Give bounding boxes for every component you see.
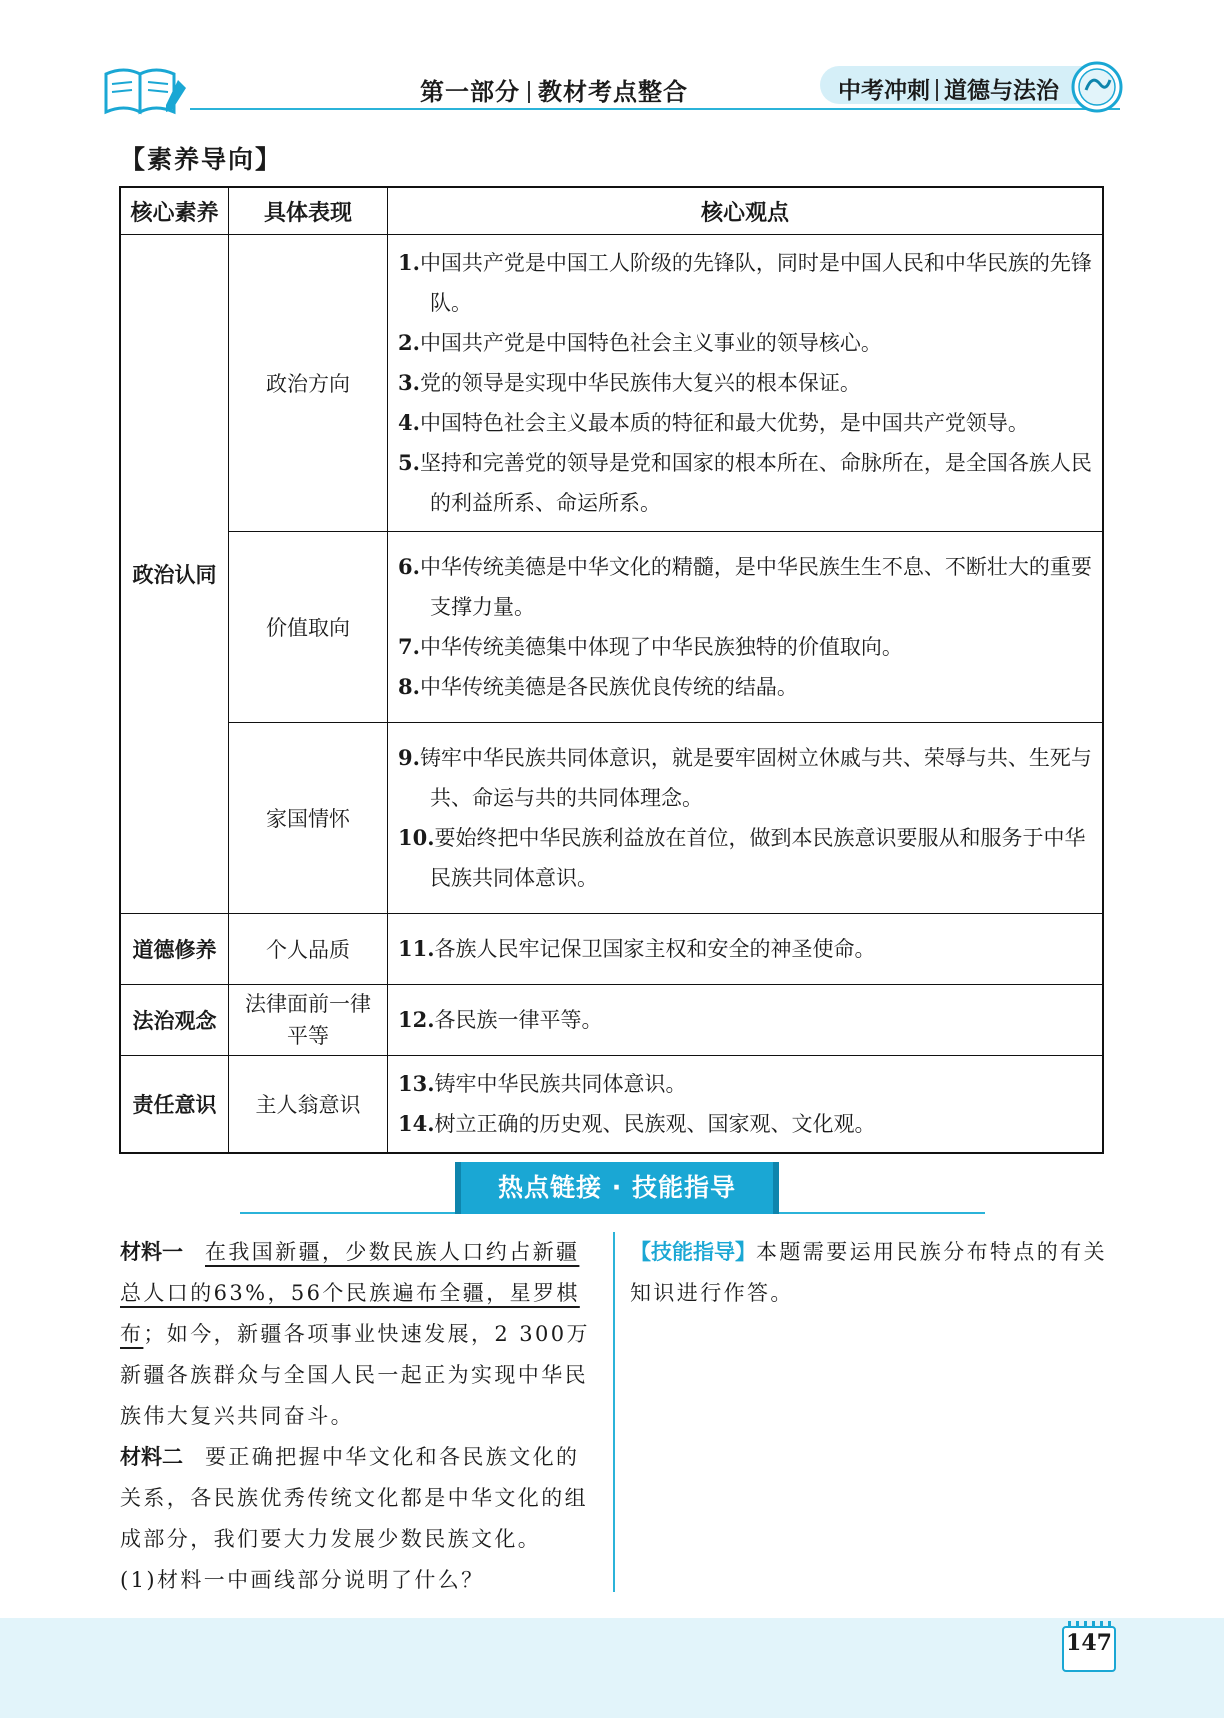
viewpoint-item: 11.各族人民牢记保卫国家主权和安全的神圣使命。 bbox=[398, 936, 876, 961]
table-row bbox=[120, 723, 1103, 914]
core-literacy-cell: 法治观念 bbox=[120, 985, 229, 1056]
viewpoint-cell bbox=[388, 723, 1104, 914]
material-one-text: ；如今，新疆各项事业快速发展，2 300万新疆各族群众与全国人民一起正为实现中华民族伟大复兴共同奋斗。 bbox=[120, 1322, 590, 1428]
header-core-viewpoint: 核心观点 bbox=[388, 187, 1104, 235]
material-one-underlined: 在我国新疆，少数民族人口约占新疆总人口的63%，56个民族遍布全疆，星罗棋布 bbox=[120, 1240, 580, 1346]
header-section-title bbox=[420, 72, 688, 107]
performance-cell: 主人翁意识 bbox=[229, 1056, 388, 1154]
viewpoint-item: 4.中国特色社会主义最本质的特征和最大优势，是中国共产党领导。 bbox=[398, 410, 1029, 435]
page-number: 147 bbox=[1066, 1630, 1112, 1656]
skill-guide bbox=[630, 1232, 1110, 1314]
performance-cell: 政治方向 bbox=[229, 235, 388, 532]
skill-guide-text: 本题需要运用民族分布特点的有关知识进行作答。 bbox=[630, 1240, 1107, 1305]
header-performance: 具体表现 bbox=[229, 187, 388, 235]
header-subject: 道德与法治 bbox=[944, 78, 1059, 104]
viewpoint-cell bbox=[388, 914, 1104, 985]
viewpoint-item: 12.各民族一律平等。 bbox=[398, 1007, 603, 1032]
viewpoint-item: 3.党的领导是实现中华民族伟大复兴的根本保证。 bbox=[398, 370, 861, 395]
footer-band bbox=[0, 1618, 1224, 1718]
header-series: 中考冲刺 bbox=[838, 78, 930, 104]
header-section: 第一部分 bbox=[420, 78, 520, 106]
viewpoint-item: 10.要始终把中华民族利益放在首位，做到本民族意识要服从和服务于中华民族共同体意识。 bbox=[398, 825, 1086, 890]
header-section-sub: 教材考点整合 bbox=[538, 78, 688, 106]
header-series-pill bbox=[820, 66, 1110, 104]
table-row bbox=[120, 532, 1103, 723]
table-row bbox=[120, 1056, 1103, 1154]
viewpoint-item: 1.中国共产党是中国工人阶级的先锋队，同时是中国人民和中华民族的先锋队。 bbox=[398, 250, 1092, 315]
viewpoint-cell bbox=[388, 532, 1104, 723]
banner-title: 热点链接 · 技能指导 bbox=[498, 1173, 736, 1202]
material-one bbox=[120, 1232, 590, 1437]
material-one-label: 材料一 bbox=[120, 1240, 183, 1264]
viewpoint-cell bbox=[388, 1056, 1104, 1154]
column-divider bbox=[613, 1232, 615, 1592]
header-rule bbox=[190, 108, 1120, 110]
decorative-badge-icon bbox=[1070, 60, 1124, 114]
core-literacy-cell: 政治认同 bbox=[120, 235, 229, 914]
table-row bbox=[120, 985, 1103, 1056]
book-pencil-icon bbox=[100, 60, 190, 118]
viewpoint-item: 6.中华传统美德是中华文化的精髓，是中华民族生生不息、不断壮大的重要支撑力量。 bbox=[398, 554, 1092, 619]
material-two-text: 要正确把握中华文化和各民族文化的关系，各民族优秀传统文化都是中华文化的组成部分，我们要大力发展少数民族文化。 bbox=[120, 1445, 588, 1551]
viewpoint-cell bbox=[388, 235, 1104, 532]
table-row bbox=[120, 235, 1103, 532]
header-series-separator bbox=[936, 79, 938, 101]
question-one: (1)材料一中画线部分说明了什么？ bbox=[120, 1568, 485, 1592]
section-heading: 【素养导向】 bbox=[120, 145, 283, 174]
header-separator bbox=[528, 81, 530, 103]
core-literacy-cell: 道德修养 bbox=[120, 914, 229, 985]
viewpoint-item: 5.坚持和完善党的领导是党和国家的根本所在、命脉所在，是全国各族人民的利益所系、命运所系。 bbox=[398, 450, 1092, 515]
performance-cell: 家国情怀 bbox=[229, 723, 388, 914]
page-header bbox=[0, 0, 1224, 125]
viewpoint-item: 9.铸牢中华民族共同体意识，就是要牢固树立休戚与共、荣辱与共、生死与共、命运与共的共同体理念。 bbox=[398, 745, 1092, 810]
table-header-row bbox=[120, 187, 1103, 235]
viewpoint-item: 7.中华传统美德集中体现了中华民族独特的价值取向。 bbox=[398, 634, 903, 659]
skill-guide-tag: 【技能指导】 bbox=[630, 1240, 756, 1264]
viewpoint-item: 14.树立正确的历史观、民族观、国家观、文化观。 bbox=[398, 1111, 876, 1136]
viewpoint-item: 2.中国共产党是中国特色社会主义事业的领导核心。 bbox=[398, 330, 882, 355]
viewpoint-cell bbox=[388, 985, 1104, 1056]
header-core-literacy: 核心素养 bbox=[120, 187, 229, 235]
table-row bbox=[120, 914, 1103, 985]
section-banner bbox=[455, 1162, 779, 1214]
skill-guide-column bbox=[630, 1232, 1110, 1314]
material-two bbox=[120, 1437, 590, 1560]
materials-column bbox=[120, 1232, 590, 1601]
performance-cell: 个人品质 bbox=[229, 914, 388, 985]
performance-cell: 价值取向 bbox=[229, 532, 388, 723]
viewpoint-item: 8.中华传统美德是各民族优良传统的结晶。 bbox=[398, 674, 798, 699]
performance-cell: 法律面前一律平等 bbox=[229, 985, 388, 1056]
literacy-table bbox=[119, 186, 1104, 1154]
core-literacy-cell: 责任意识 bbox=[120, 1056, 229, 1154]
material-two-label: 材料二 bbox=[120, 1445, 183, 1469]
viewpoint-item: 13.铸牢中华民族共同体意识。 bbox=[398, 1071, 687, 1096]
